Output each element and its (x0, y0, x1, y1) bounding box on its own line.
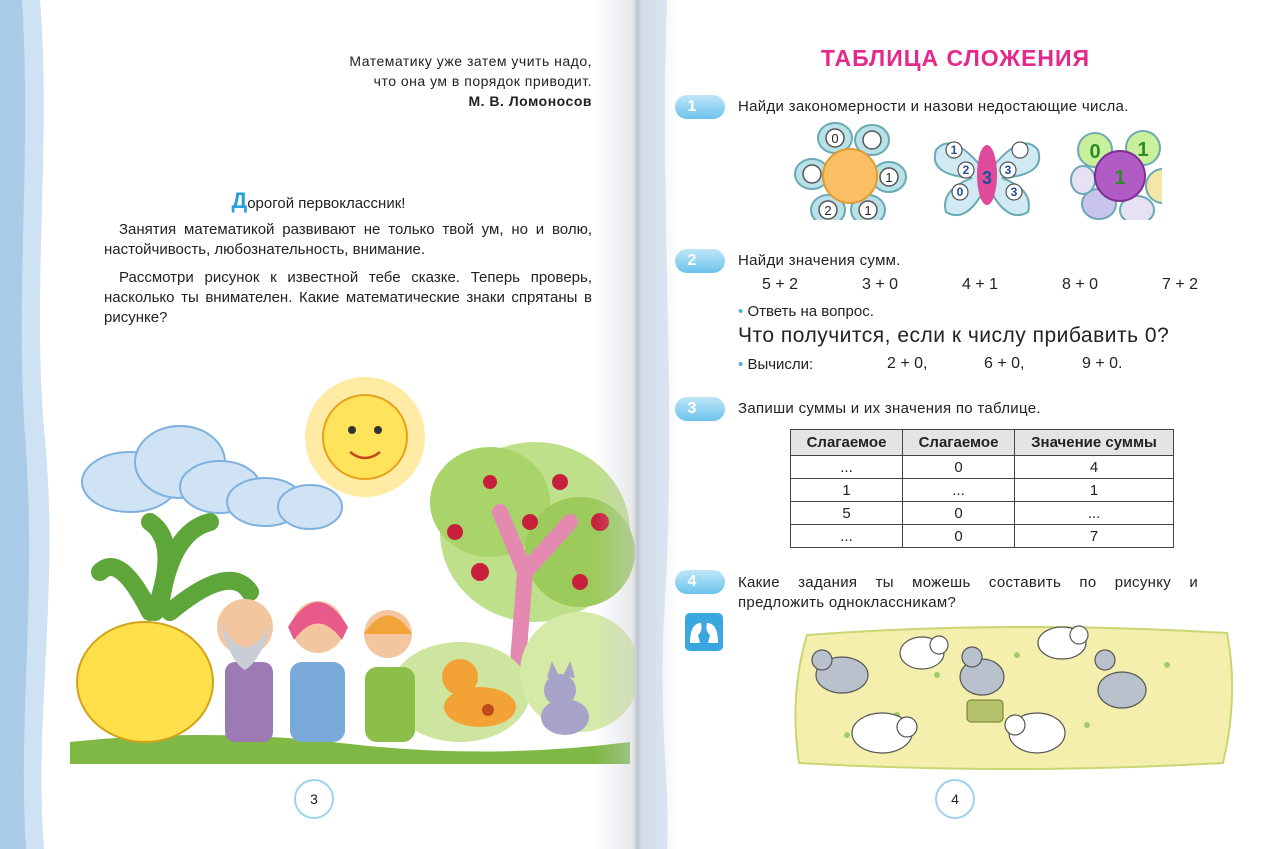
calc-expression: 2 + 0, (887, 355, 928, 372)
butterfly-number: 2 (962, 163, 970, 177)
butterfly-center-number: 3 (981, 168, 993, 188)
sum-expression: 8 + 0 (1062, 276, 1099, 293)
table-row (791, 502, 1174, 525)
bullet-text: Ответь на вопрос. (747, 303, 874, 320)
table-cell: ... (791, 456, 903, 479)
page-title: ТАБЛИЦА СЛОЖЕНИЯ (820, 45, 1091, 71)
bullet-text: Вычисли: (747, 356, 814, 373)
sum-expression: 5 + 2 (762, 276, 799, 293)
bullet-dot-icon: • (738, 303, 744, 320)
epigraph-line: Математику уже затем учить надо, (349, 53, 592, 69)
table-cell: 0 (903, 525, 1015, 548)
epigraph-author: М. В. Ломоносов (468, 93, 592, 109)
column-header: Слагаемое (903, 430, 1015, 456)
butterfly-number: 1 (950, 143, 958, 157)
table-cell: 0 (903, 502, 1015, 525)
butterfly-pattern (935, 142, 1039, 215)
task-text (738, 573, 1198, 613)
butterfly-number: 0 (956, 185, 964, 199)
greeting-capital: Д (231, 188, 248, 213)
task-number-badge (675, 249, 725, 273)
page-number: 4 (935, 779, 975, 819)
table-cell: 1 (791, 479, 903, 502)
butterfly-number: 3 (1004, 163, 1012, 177)
greeting-text: орогой первоклассник! (247, 195, 406, 212)
task-number: 1 (687, 98, 697, 115)
task1-pictures (792, 120, 1162, 220)
intro-paragraph: Занятия математикой развивают не только твой ум, но и волю, настойчивость, любознательность, внимание. (104, 221, 592, 258)
bullet-instruction (738, 303, 874, 320)
bullet-dot-icon: • (738, 356, 744, 373)
task-number-badge (675, 570, 725, 594)
table-cell: 5 (791, 502, 903, 525)
butterfly-number: 3 (1010, 185, 1018, 199)
task-number: 4 (687, 573, 697, 590)
flower-number: 0 (831, 131, 839, 146)
table-cell: 4 (1015, 456, 1174, 479)
calc-expression: 6 + 0, (984, 355, 1025, 372)
flower-number: 2 (824, 203, 832, 218)
task-number-badge (675, 397, 725, 421)
task-number-badge (675, 95, 725, 119)
epigraph (349, 51, 592, 111)
task-text-line: Какие задания ты можешь составить по рисунку и (738, 574, 1198, 591)
flower-number: 1 (1114, 167, 1126, 189)
task-text: Найди закономерности и назови недостающие числа. (738, 98, 1129, 115)
table-row (791, 525, 1174, 548)
column-header: Значение суммы (1015, 430, 1174, 456)
right-page (637, 0, 1274, 849)
flower-pattern-2 (1071, 131, 1162, 220)
epigraph-line: что она ум в порядок приводит. (373, 73, 592, 89)
greeting-heading (0, 188, 637, 214)
table-header-row (791, 430, 1174, 456)
flower-pattern-1 (795, 123, 906, 220)
table-cell: 1 (1015, 479, 1174, 502)
page-number: 3 (294, 779, 334, 819)
sum-expression: 7 + 2 (1162, 276, 1199, 293)
flower-number: 0 (1089, 141, 1101, 163)
addition-table (790, 429, 1174, 548)
task-text-line: предложить одноклассникам? (738, 594, 957, 611)
task-number: 2 (687, 252, 697, 269)
flower-number: 1 (864, 203, 872, 218)
bullet-instruction (738, 356, 813, 373)
calc-expression: 9 + 0. (1082, 355, 1123, 372)
table-row (791, 479, 1174, 502)
task-text: Найди значения сумм. (738, 252, 901, 269)
question-text: Что получится, если к числу прибавить 0? (738, 324, 1170, 347)
column-header: Слагаемое (791, 430, 903, 456)
table-row (791, 456, 1174, 479)
table-cell: 0 (903, 456, 1015, 479)
task-number: 3 (687, 400, 697, 417)
flower-number: 1 (885, 170, 893, 185)
table-cell: ... (903, 479, 1015, 502)
pair-work-icon (685, 613, 723, 651)
fairy-tale-illustration (60, 372, 635, 772)
sum-expression: 4 + 1 (962, 276, 999, 293)
sheep-meadow-illustration (787, 615, 1239, 775)
task-text: Запиши суммы и их значения по таблице. (738, 400, 1041, 417)
page-edge-decoration (637, 0, 677, 849)
page-edge-decoration (0, 0, 58, 849)
sum-expression: 3 + 0 (862, 276, 899, 293)
table-cell: 7 (1015, 525, 1174, 548)
table-cell: ... (791, 525, 903, 548)
flower-number: 1 (1137, 139, 1149, 161)
table-cell: ... (1015, 502, 1174, 525)
intro-paragraph: Рассмотри рисунок к известной тебе сказке. Теперь проверь, насколько ты внимателен. Какие математические знаки спрятаны в рисунке? (104, 269, 592, 326)
